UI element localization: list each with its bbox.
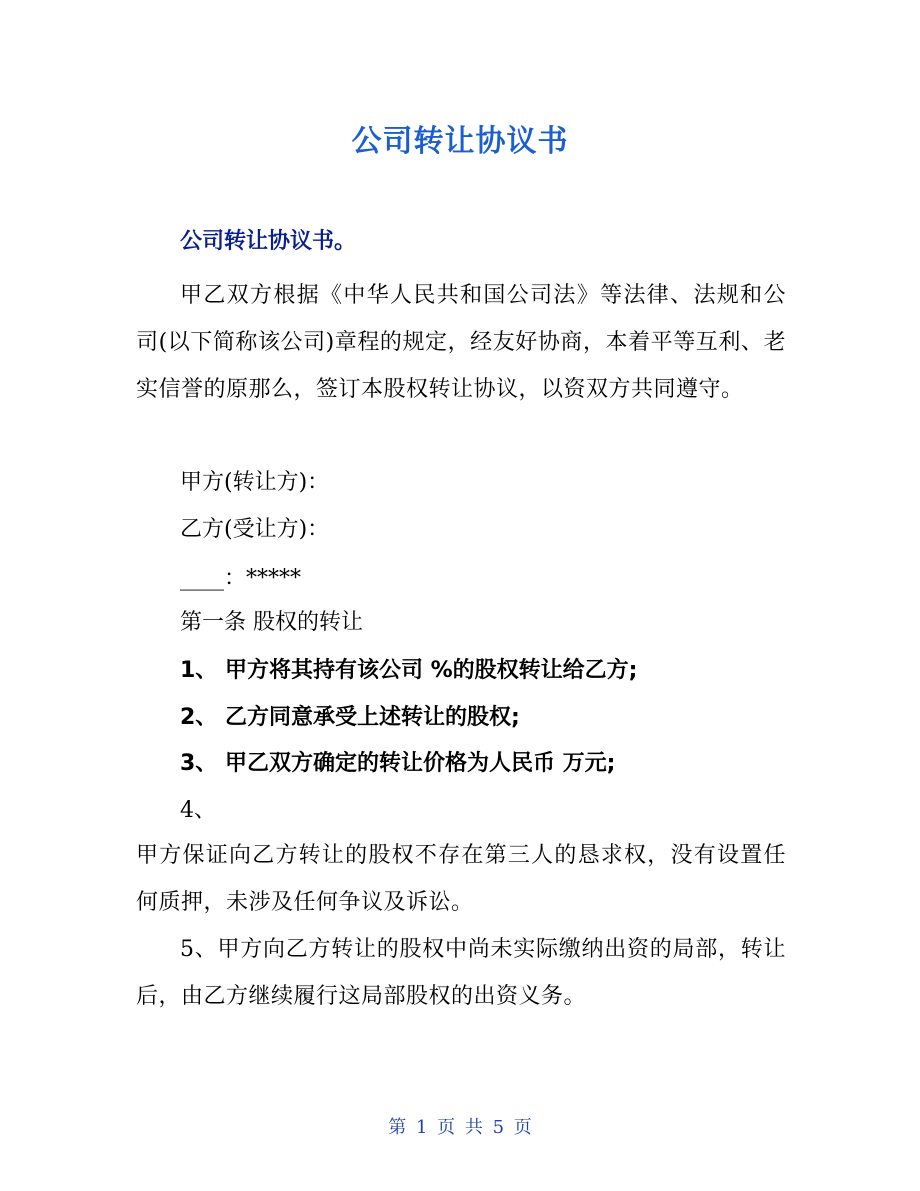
article-item-3: 3、 甲乙双方确定的转让价格为人民币 万元;: [180, 751, 616, 776]
party-a-line: 甲方(转让方)：: [180, 470, 330, 495]
section-heading: 公司转让协议书。: [180, 229, 357, 254]
party-b-line: 乙方(受让方)：: [180, 517, 330, 542]
article-item-1: 1、 甲方将其持有该公司 %的股权转让给乙方;: [180, 658, 638, 683]
document-title: 公司转让协议书: [351, 124, 569, 159]
article-item-4-text: 甲方保证向乙方转让的股权不存在第三人的恳求权，没有设置任何质押，未涉及任何争议及诉讼。: [136, 843, 786, 915]
article-one-heading: 第一条 股权的转让: [180, 610, 363, 635]
blank-field-line: ____：*****: [180, 566, 302, 591]
article-item-5: 5、甲方向乙方转让的股权中尚未实际缴纳出资的局部，转让后，由乙方继续履行这局部股权的出资义务。: [136, 937, 786, 1009]
page-indicator: 第 1 页 共 5 页: [388, 1117, 532, 1138]
intro-paragraph: 甲乙双方根据《中华人民共和国公司法》等法律、法规和公司(以下简称该公司)章程的规定，经友好协商，本着平等互利、老实信誉的原那么，签订本股权转让协议，以资双方共同遵守。: [136, 283, 786, 402]
article-item-2: 2、 乙方同意承受上述转让的股权;: [180, 705, 520, 730]
article-item-4-number: 4、: [180, 798, 216, 823]
